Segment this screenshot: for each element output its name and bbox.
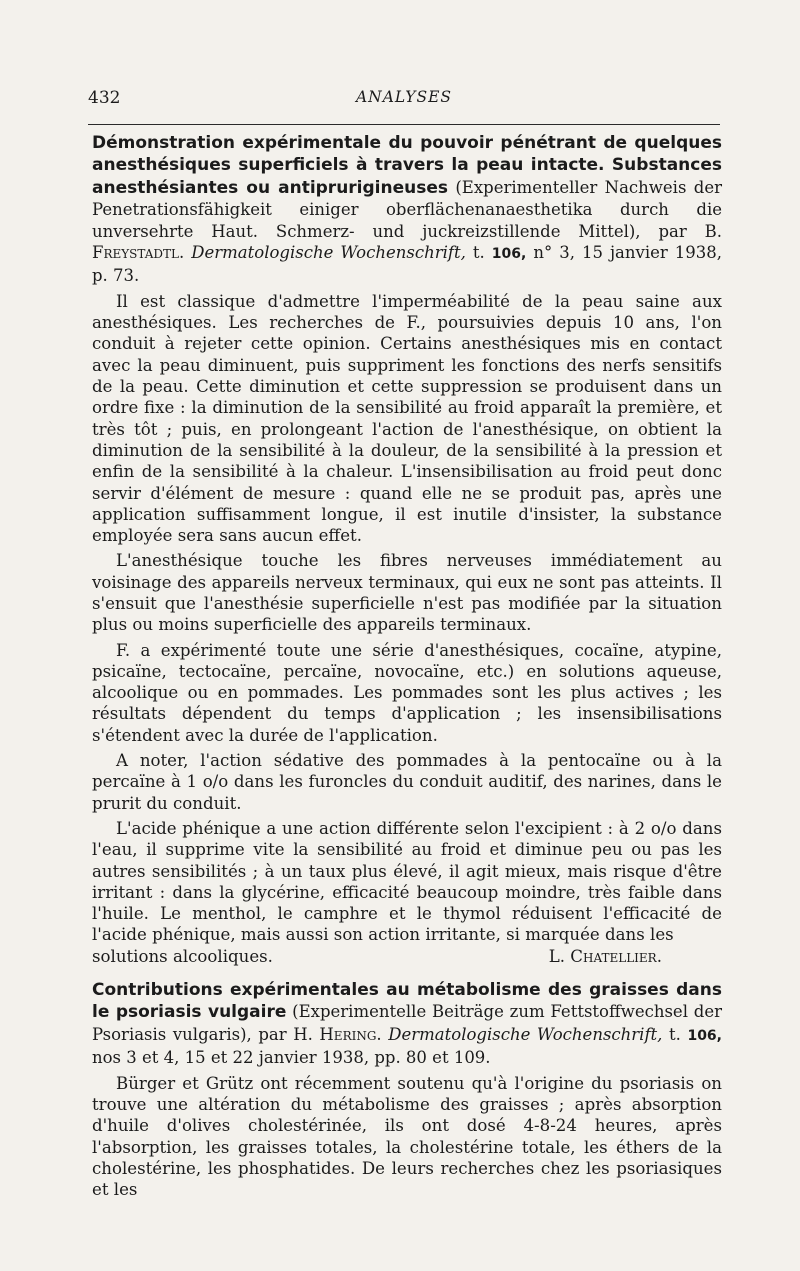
volume-number: 106, [491, 246, 527, 263]
author-name: Hering. [319, 1024, 382, 1044]
header-rule [88, 124, 720, 125]
journal-name: Dermatologische Wochenschrift, [388, 1024, 663, 1044]
paragraph: L'anesthésique touche les fibres nerveuses immédiatement au voisinage des appareils nerveux terminaux, qui eux ne sont pas atteints. Il s'ensuit que l'anesthésie superficielle n'est pas modifiée par la situation plus ou moins superficielle des appareils terminaux. [92, 551, 722, 635]
issue-info: nos 3 et 4, 15 et 22 janvier 1938, pp. 80 et 109. [92, 1048, 491, 1068]
paragraph: F. a expérimenté toute une série d'anesthésiques, cocaïne, atypine, psicaïne, tectocaïne, percaïne, novocaïne, etc.) en solutions aqueuse, alcoolique ou en pommades. Les pommades sont les plus actives ; les résultats dépendent du temps d'application ; les insensibilisations s'étendent avec la durée de l'application. [92, 640, 722, 745]
author-name: Freystadtl. [92, 243, 185, 263]
paragraph: L'acide phénique a une action différente selon l'excipient : à 2 o/o dans l'eau, il supprime vite la sensibilité au froid et diminue peu ou pas les autres sensibilités ; à un taux plus élevé, il agit mieux, mais risque d'être irritant : dans la glycérine, efficacité beaucoup moindre, très faible dans l'huile. Le menthol, le camphre et le thymol réduisent l'efficacité de l'acide phénique, mais aussi son action irritante, si marquée dans les [92, 818, 722, 945]
paragraph: A noter, l'action sédative des pommades à la pentocaïne ou à la percaïne à 1 o/o dans les furoncles du conduit auditif, des narines, dans le prurit du conduit. [92, 751, 722, 813]
journal-name: Dermatologische Wochenschrift, [191, 243, 466, 263]
page-header [88, 88, 720, 114]
volume-prefix: t. [465, 243, 492, 263]
page-number: 432 [88, 88, 121, 108]
entry-heading [92, 132, 722, 287]
volume-prefix: t. [662, 1024, 688, 1044]
citation-text: (Experimentelle Beiträge zum Fettstoffwechsel der Psoriasis vulgaris), par H. [92, 1002, 722, 1044]
entry-title: Démonstration expérimentale du pouvoir pénétrant de quelques anesthésiques superficiels à travers la peau intacte. Substances anesthésiantes ou antiprurigineuses [92, 133, 722, 198]
paragraph: Bürger et Grütz ont récemment soutenu qu'à l'origine du psoriasis on trouve une altération du métabolisme des graisses ; après absorption d'huile d'olives cholestérinée, ils ont dosé 4-8-24 heures, après l'absorption, les graisses totales, la cholestérine totale, les éthers de la cholestérine, les phosphatides. De leurs recherches chez les psoriasiques et les [92, 1073, 722, 1200]
entry-heading [92, 979, 722, 1069]
citation-text: (Experimenteller Nachweis der Penetrationsfähigkeit einiger oberflächenanaesthetika durch die unversehrte Haut. Schmerz- und juckreizstillende Mittel), par B. [92, 177, 722, 241]
closing-text: solutions alcooliques. [92, 946, 273, 966]
page-body [92, 132, 722, 1200]
entry-title: Contributions expérimentales au métabolisme des graisses dans le psoriasis vulgaire [92, 980, 722, 1023]
abstract-entry-2 [92, 979, 722, 1200]
closing-line [92, 946, 722, 967]
volume-number: 106, [687, 1027, 722, 1044]
paragraph: Il est classique d'admettre l'imperméabilité de la peau saine aux anesthésiques. Les recherches de F., poursuivies depuis 10 ans, l'on conduit à rejeter cette opinion. Certains anesthésiques mis en contact avec la peau diminuent, puis suppriment les fonctions des nerfs sensitifs de la peau. Cette diminution et cette suppression se produisent dans un ordre fixe : la diminution de la sensibilité au froid apparaît la première, et très tôt ; puis, en prolongeant l'action de l'anesthésique, on obtient la diminution de la sensibilité à la douleur, de la sensibilité à la pression et enfin de la sensibilité à la chaleur. L'insensibilisation au froid peut donc servir d'élément de mesure : quand elle ne se produit pas, après une application suffisamment longue, il est inutile d'insister, la substance employée sera sans aucun effet. [92, 291, 722, 546]
signature: L. Chatellier. [548, 946, 662, 966]
issue-info: n° 3, 15 janvier 1938, p. 73. [92, 243, 723, 286]
abstract-entry-1 [92, 132, 722, 967]
running-head: ANALYSES [355, 88, 453, 106]
